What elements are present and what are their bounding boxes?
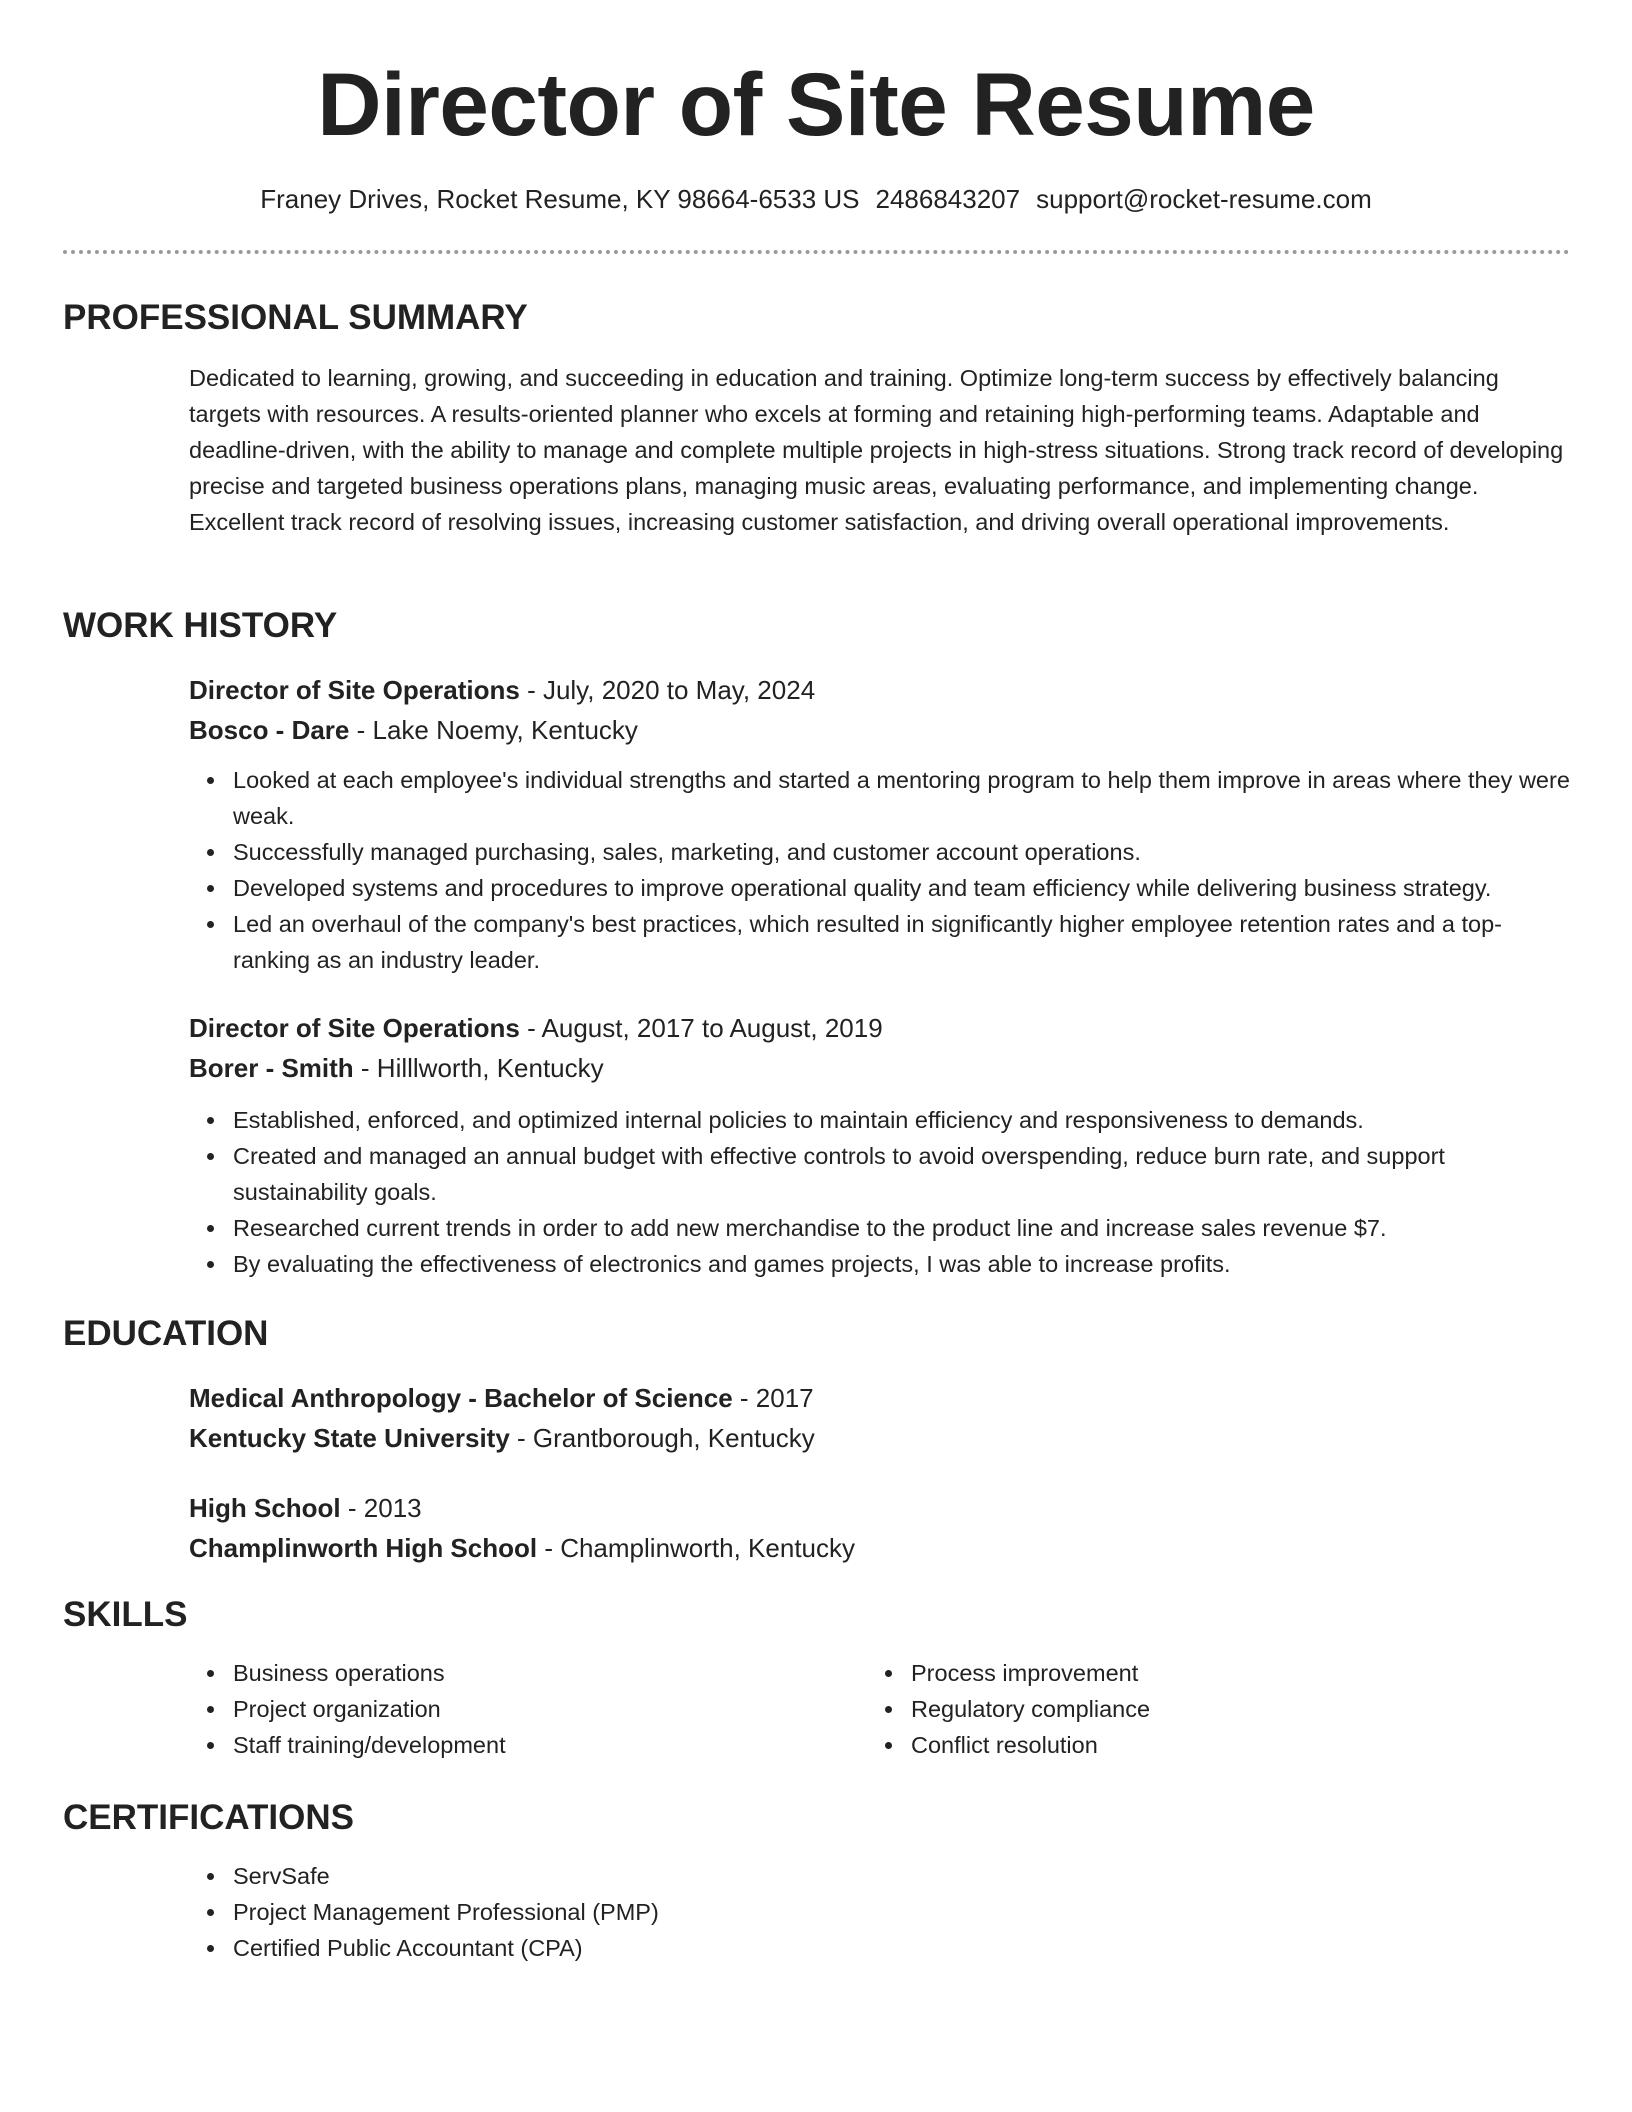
- skills-column-left: [189, 1655, 867, 1763]
- education-year: - 2017: [732, 1383, 814, 1413]
- section-title-skills: SKILLS: [63, 1595, 188, 1634]
- job-dates: - August, 2017 to August, 2019: [519, 1013, 883, 1043]
- skill-item: Process improvement: [911, 1655, 1545, 1691]
- certifications-list: [189, 1858, 1570, 1966]
- contact-address: Franey Drives, Rocket Resume, KY 98664-6533 US: [260, 184, 860, 214]
- job-company-line: [189, 710, 1570, 750]
- job-role: Director of Site Operations: [189, 675, 520, 705]
- certification-item: ServSafe: [233, 1858, 1570, 1894]
- summary-section: [63, 296, 1570, 540]
- header-divider: [63, 250, 1570, 254]
- education-school-line: [189, 1528, 1570, 1568]
- job-bullets: [189, 762, 1570, 978]
- education-school-line: [189, 1418, 1570, 1458]
- skill-item: Staff training/development: [233, 1727, 867, 1763]
- education-degree-line: [189, 1488, 1570, 1528]
- skill-item: Conflict resolution: [911, 1727, 1545, 1763]
- section-title-education: EDUCATION: [63, 1314, 269, 1353]
- job-bullet: Researched current trends in order to add new merchandise to the product line and increase sales revenue $7.: [233, 1210, 1570, 1246]
- job-bullet: Created and managed an annual budget with effective controls to avoid overspending, reduce burn rate, and support sustainability goals.: [233, 1138, 1570, 1210]
- job-bullet: Successfully managed purchasing, sales, marketing, and customer account operations.: [233, 834, 1570, 870]
- education-school: Kentucky State University: [189, 1423, 510, 1453]
- resume-title: Director of Site Resume: [317, 54, 1315, 154]
- certification-item: Certified Public Accountant (CPA): [233, 1930, 1570, 1966]
- job-company-line: [189, 1048, 1570, 1088]
- job-company: Borer - Smith: [189, 1053, 354, 1083]
- job-bullet: Established, enforced, and optimized internal policies to maintain efficiency and responsiveness to demands.: [233, 1102, 1570, 1138]
- job-bullet: Looked at each employee's individual strengths and started a mentoring program to help them improve in areas where they were weak.: [233, 762, 1570, 834]
- job-role: Director of Site Operations: [189, 1013, 520, 1043]
- job-bullet: By evaluating the effectiveness of electronics and games projects, I was able to increase profits.: [233, 1246, 1570, 1282]
- skills-list: [189, 1655, 867, 1763]
- education-location: - Champlinworth, Kentucky: [537, 1533, 855, 1563]
- skill-item: Business operations: [233, 1655, 867, 1691]
- job-bullets: [189, 1102, 1570, 1282]
- summary-text: Dedicated to learning, growing, and succeeding in education and training. Optimize long-term success by effectively balancing targets with resources. A results-oriented planner who excels at forming and retaining high-performing teams. Adaptable and deadline-driven, with the ability to manage and complete multiple projects in high-stress situations. Strong track record of developing precise and targeted business operations plans, managing music areas, evaluating performance, and implementing change. Excellent track record of resolving issues, increasing customer satisfaction, and driving overall operational improvements.: [189, 365, 1564, 535]
- education-degree: Medical Anthropology - Bachelor of Science: [189, 1383, 733, 1413]
- education-degree-line: [189, 1378, 1570, 1418]
- work-history-section: [63, 604, 1570, 1282]
- section-title-summary: PROFESSIONAL SUMMARY: [63, 298, 528, 337]
- job-location: - Hilllworth, Kentucky: [353, 1053, 604, 1083]
- job-bullet: Developed systems and procedures to improve operational quality and team efficiency while delivering business strategy.: [233, 870, 1570, 906]
- education-section: [63, 1312, 1570, 1568]
- skills-list: [867, 1655, 1545, 1763]
- skills-grid: [189, 1655, 1570, 1763]
- education-entry: [189, 1378, 1570, 1458]
- contact-phone: 2486843207: [875, 184, 1021, 214]
- skill-item: Project organization: [233, 1691, 867, 1727]
- job-entry: [189, 1008, 1570, 1282]
- job-title-line: [189, 670, 1570, 710]
- education-degree: High School: [189, 1493, 341, 1523]
- job-location: - Lake Noemy, Kentucky: [349, 715, 638, 745]
- skills-section: [63, 1593, 1570, 1763]
- contact-email: support@rocket-resume.com: [1036, 184, 1372, 214]
- section-title-work: WORK HISTORY: [63, 606, 338, 645]
- certifications-section: [63, 1796, 1570, 1966]
- skill-item: Regulatory compliance: [911, 1691, 1545, 1727]
- job-title-line: [189, 1008, 1570, 1048]
- section-title-certifications: CERTIFICATIONS: [63, 1798, 355, 1837]
- skills-column-right: [867, 1655, 1545, 1763]
- education-location: - Grantborough, Kentucky: [509, 1423, 815, 1453]
- job-bullet: Led an overhaul of the company's best practices, which resulted in significantly higher employee retention rates and a top-ranking as an industry leader.: [233, 906, 1570, 978]
- education-year: - 2013: [340, 1493, 422, 1523]
- job-entry: [189, 670, 1570, 978]
- job-dates: - July, 2020 to May, 2024: [519, 675, 816, 705]
- contact-line: [0, 182, 1632, 216]
- job-company: Bosco - Dare: [189, 715, 350, 745]
- education-school: Champlinworth High School: [189, 1533, 538, 1563]
- education-entry: [189, 1488, 1570, 1568]
- certification-item: Project Management Professional (PMP): [233, 1894, 1570, 1930]
